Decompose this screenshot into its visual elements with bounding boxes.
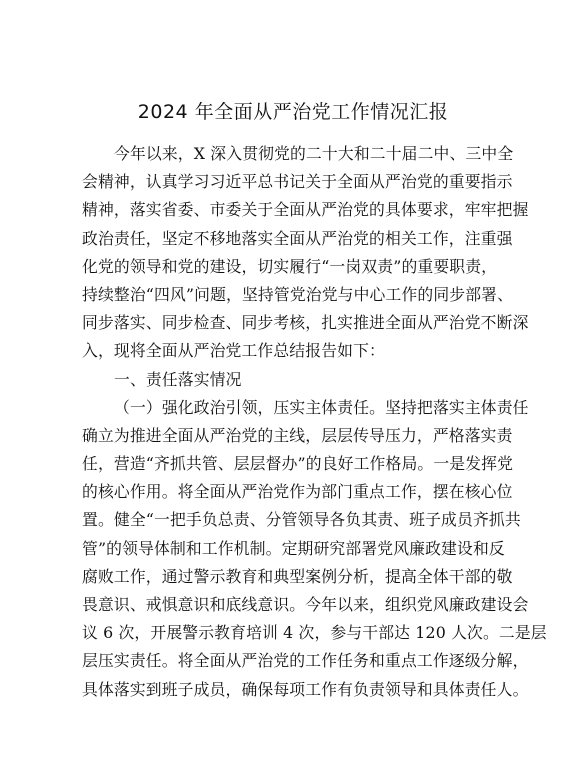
paragraph-line: 任，营造“齐抓共管、层层督办”的良好工作格局。一是发挥党 [82,454,514,474]
paragraph-line: 入，现将全面从严治党工作总结报告如下： [82,341,385,361]
paragraph-line: 管”的领导体制和工作机制。定期研究部署党风廉政建设和反 [82,538,505,558]
paragraph-line: 政治责任，坚定不移地落实全面从严治党的相关工作，注重强 [82,228,513,248]
paragraph-line: 置。健全“一把手负总责、分管领导各负其责、班子成员齐抓共 [82,510,521,530]
paragraph-line: 议 6 次，开展警示教育培训 4 次，参与干部达 120 人次。二是层 [82,623,547,643]
paragraph-line: 的核心作用。将全面从严治党作为部门重点工作，摆在核心位 [82,482,513,502]
paragraph-line: 腐败工作，通过警示教育和典型案例分析，提高全体干部的敬 [82,566,513,586]
document-body [82,140,547,704]
paragraph-line: 持续整治“四风”问题，坚持管党治党与中心工作的同步部署、 [82,284,514,304]
paragraph-line: 今年以来，X 深入贯彻党的二十大和二十届二中、三中全 [114,144,514,163]
paragraph-line: 同步落实、同步检查、同步考核，扎实推进全面从严治党不断深 [82,313,529,333]
paragraph-line: 层压实责任。将全面从严治党的工作任务和重点工作逐级分解， [82,651,529,671]
paragraph-line: （一）强化政治引领，压实主体责任。坚持把落实主体责任 [114,397,529,417]
paragraph-line: 畏意识、戒惧意识和底线意识。今年以来，组织党风廉政建设会 [82,595,529,614]
paragraph-line: 确立为推进全面从严治党的主线，层层传导压力，严格落实责 [82,425,513,445]
document-title: 2024 年全面从严治党工作情况汇报 [137,101,449,123]
paragraph-line: 化党的领导和党的建设，切实履行“一岗双责”的重要职责， [82,256,498,276]
section-heading: 一、责任落实情况 [114,369,242,389]
paragraph-line: 具体落实到班子成员，确保每项工作有负责领导和具体责任人。 [82,679,529,699]
paragraph-line: 会精神，认真学习习近平总书记关于全面从严治党的重要指示 [82,172,513,192]
paragraph-line: 精神，落实省委、市委关于全面从严治党的具体要求，牢牢把握 [82,200,529,220]
